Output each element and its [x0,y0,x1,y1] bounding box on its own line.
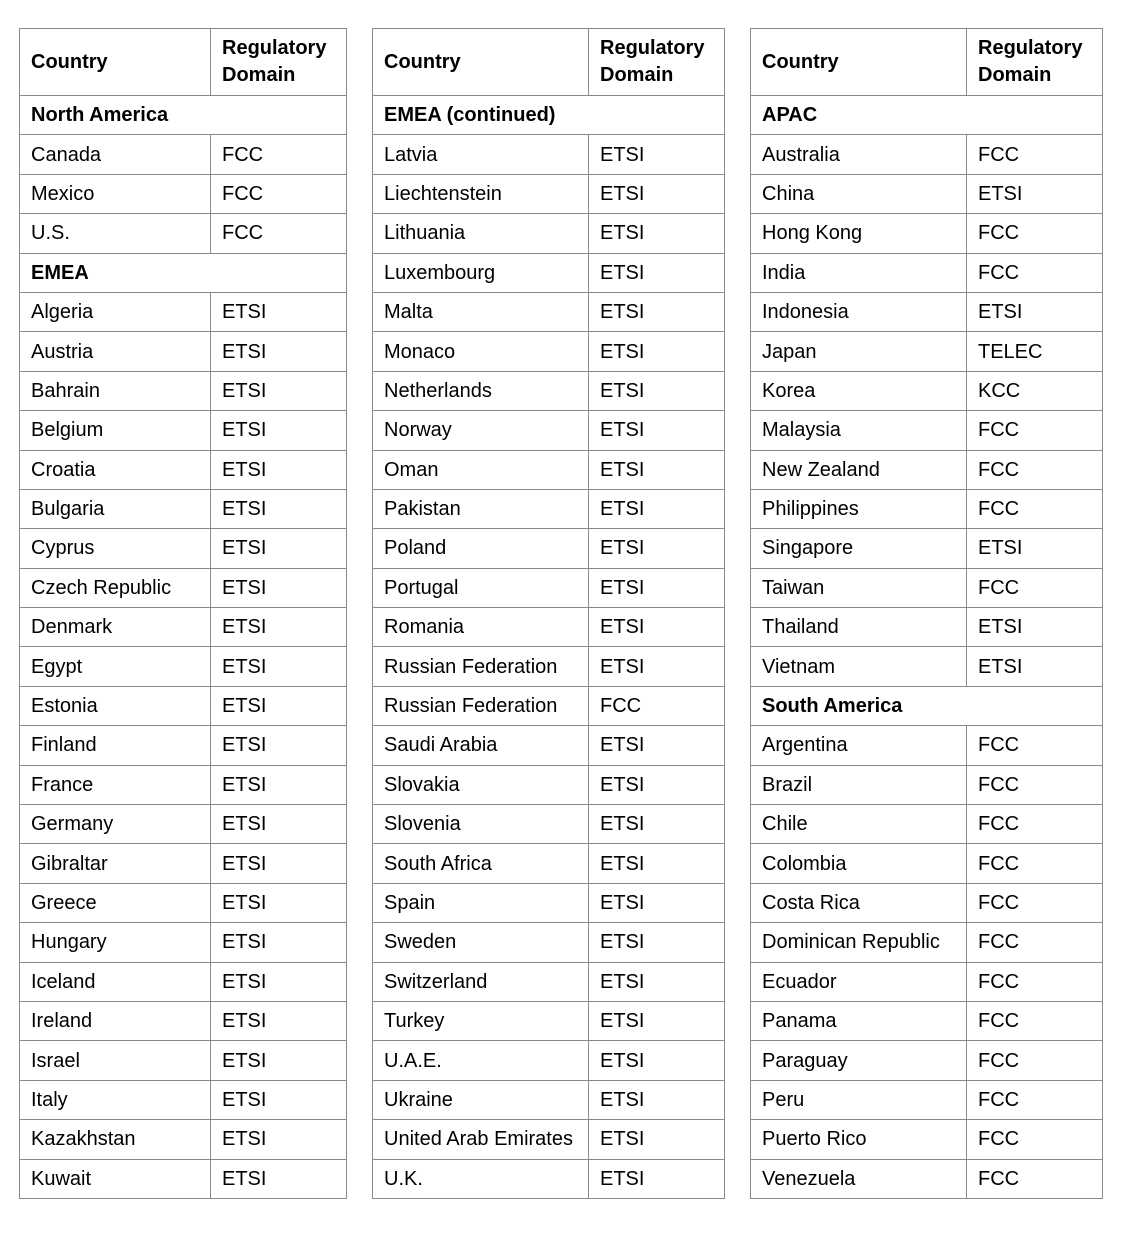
country-cell: Lithuania [373,214,589,253]
domain-cell: ETSI [211,529,347,568]
table-row [20,647,347,686]
domain-cell: ETSI [211,608,347,647]
domain-cell: FCC [967,1159,1103,1198]
country-cell: Panama [751,1001,967,1040]
country-cell: Hungary [20,923,211,962]
country-cell: Spain [373,883,589,922]
country-cell: Taiwan [751,568,967,607]
domain-cell: FCC [967,726,1103,765]
table-row [751,489,1103,528]
table-row [373,174,725,213]
domain-cell: ETSI [589,411,725,450]
table-row [373,529,725,568]
table-row [751,962,1103,1001]
table-row [20,1080,347,1119]
country-cell: Pakistan [373,489,589,528]
domain-cell: ETSI [211,1120,347,1159]
domain-cell: FCC [967,1120,1103,1159]
domain-cell: ETSI [967,647,1103,686]
header-country: Country [373,29,589,96]
country-cell: Korea [751,371,967,410]
country-cell: Poland [373,529,589,568]
domain-cell: ETSI [589,332,725,371]
country-cell: New Zealand [751,450,967,489]
region-label: South America [751,686,1103,725]
table-row [751,411,1103,450]
country-cell: China [751,174,967,213]
domain-cell: FCC [589,686,725,725]
domain-cell: ETSI [211,686,347,725]
domain-cell: ETSI [211,726,347,765]
table-row [751,332,1103,371]
country-cell: Canada [20,135,211,174]
region-label: EMEA [20,253,347,292]
domain-cell: ETSI [589,568,725,607]
table-header-row [373,29,725,96]
table-row [373,765,725,804]
table-row [751,1001,1103,1040]
domain-cell: ETSI [211,883,347,922]
country-cell: Oman [373,450,589,489]
table-row [751,529,1103,568]
table-row [751,923,1103,962]
country-cell: Ukraine [373,1080,589,1119]
header-country: Country [751,29,967,96]
table-row [751,765,1103,804]
table-row [20,1001,347,1040]
table-row [373,1159,725,1198]
country-cell: Sweden [373,923,589,962]
header-country: Country [20,29,211,96]
table-row [373,371,725,410]
region-label: North America [20,96,347,135]
country-cell: Liechtenstein [373,174,589,213]
country-cell: Japan [751,332,967,371]
domain-cell: ETSI [589,1159,725,1198]
country-cell: United Arab Emirates [373,1120,589,1159]
region-row [20,253,347,292]
domain-cell: ETSI [967,529,1103,568]
table-row [20,844,347,883]
country-cell: Monaco [373,332,589,371]
domain-cell: FCC [967,253,1103,292]
region-label: APAC [751,96,1103,135]
table-row [373,686,725,725]
table-row [373,726,725,765]
domain-cell: ETSI [589,1120,725,1159]
table-row [373,608,725,647]
table-row [751,292,1103,331]
domain-cell: ETSI [211,489,347,528]
table-row [751,1041,1103,1080]
table-row [373,1080,725,1119]
country-cell: Russian Federation [373,647,589,686]
country-cell: Romania [373,608,589,647]
country-cell: Bahrain [20,371,211,410]
country-cell: Thailand [751,608,967,647]
domain-cell: FCC [967,411,1103,450]
domain-cell: ETSI [211,332,347,371]
table-row [373,844,725,883]
country-cell: India [751,253,967,292]
country-cell: Colombia [751,844,967,883]
domain-cell: ETSI [589,253,725,292]
table-row [373,568,725,607]
table-row [20,568,347,607]
country-cell: Egypt [20,647,211,686]
table-row [373,647,725,686]
country-cell: Belgium [20,411,211,450]
table-row [373,253,725,292]
table-row [20,726,347,765]
table-row [373,411,725,450]
table-row [373,489,725,528]
country-cell: Switzerland [373,962,589,1001]
domain-cell: ETSI [211,450,347,489]
table-row [20,135,347,174]
table-row [373,1120,725,1159]
country-cell: Saudi Arabia [373,726,589,765]
domain-cell: FCC [211,135,347,174]
domain-cell: FCC [967,1080,1103,1119]
country-cell: Chile [751,805,967,844]
domain-cell: ETSI [589,371,725,410]
country-cell: Estonia [20,686,211,725]
domain-cell: FCC [967,450,1103,489]
table-row [20,174,347,213]
regulatory-table-2 [372,28,725,1199]
domain-cell: ETSI [589,765,725,804]
domain-cell: ETSI [589,1080,725,1119]
header-regulatory-domain: Regulatory Domain [589,29,725,96]
table-row [751,450,1103,489]
domain-cell: ETSI [211,844,347,883]
table-row [751,253,1103,292]
country-cell: Malta [373,292,589,331]
country-cell: Portugal [373,568,589,607]
domain-cell: ETSI [211,411,347,450]
domain-cell: ETSI [211,765,347,804]
domain-cell: ETSI [589,647,725,686]
country-cell: Venezuela [751,1159,967,1198]
country-cell: Argentina [751,726,967,765]
region-row [20,96,347,135]
table-row [20,805,347,844]
country-cell: Austria [20,332,211,371]
country-cell: Dominican Republic [751,923,967,962]
domain-cell: ETSI [211,1041,347,1080]
table-row [373,923,725,962]
country-cell: Vietnam [751,647,967,686]
country-cell: Netherlands [373,371,589,410]
domain-cell: FCC [967,214,1103,253]
country-cell: Turkey [373,1001,589,1040]
table-row [20,962,347,1001]
country-cell: Denmark [20,608,211,647]
table-row [20,489,347,528]
domain-cell: FCC [967,962,1103,1001]
domain-cell: ETSI [967,292,1103,331]
domain-cell: ETSI [589,608,725,647]
country-cell: Ireland [20,1001,211,1040]
country-cell: Algeria [20,292,211,331]
region-row [751,686,1103,725]
table-row [751,1080,1103,1119]
country-cell: Israel [20,1041,211,1080]
domain-cell: FCC [967,844,1103,883]
country-cell: Ecuador [751,962,967,1001]
country-cell: Germany [20,805,211,844]
country-cell: Cyprus [20,529,211,568]
table-row [751,1120,1103,1159]
domain-cell: ETSI [589,1001,725,1040]
country-cell: Slovenia [373,805,589,844]
country-cell: Czech Republic [20,568,211,607]
table-row [20,686,347,725]
domain-cell: ETSI [211,962,347,1001]
domain-cell: ETSI [211,1080,347,1119]
domain-cell: ETSI [589,883,725,922]
table-row [373,450,725,489]
country-cell: Hong Kong [751,214,967,253]
domain-cell: ETSI [589,805,725,844]
table-row [751,647,1103,686]
table-row [373,1041,725,1080]
table-row [373,292,725,331]
region-row [751,96,1103,135]
domain-cell: ETSI [967,608,1103,647]
country-cell: Slovakia [373,765,589,804]
table-row [20,292,347,331]
table-row [373,805,725,844]
country-cell: Norway [373,411,589,450]
region-label: EMEA (continued) [373,96,725,135]
domain-cell: ETSI [589,923,725,962]
domain-cell: FCC [967,1041,1103,1080]
country-cell: Costa Rica [751,883,967,922]
country-cell: Italy [20,1080,211,1119]
domain-cell: FCC [967,923,1103,962]
regulatory-table-1 [19,28,347,1199]
domain-cell: FCC [211,174,347,213]
domain-cell: TELEC [967,332,1103,371]
table-row [373,135,725,174]
domain-cell: ETSI [589,292,725,331]
domain-cell: ETSI [211,647,347,686]
table-row [20,371,347,410]
domain-cell: ETSI [211,568,347,607]
domain-cell: ETSI [589,450,725,489]
domain-cell: ETSI [211,923,347,962]
country-cell: Kazakhstan [20,1120,211,1159]
table-row [20,529,347,568]
table-row [751,726,1103,765]
country-cell: Brazil [751,765,967,804]
country-cell: Gibraltar [20,844,211,883]
country-cell: Malaysia [751,411,967,450]
country-cell: Finland [20,726,211,765]
table-row [373,1001,725,1040]
domain-cell: FCC [967,568,1103,607]
domain-cell: FCC [967,805,1103,844]
country-cell: Indonesia [751,292,967,331]
country-cell: Croatia [20,450,211,489]
country-cell: Philippines [751,489,967,528]
domain-cell: ETSI [211,292,347,331]
domain-cell: FCC [967,1001,1103,1040]
country-cell: Peru [751,1080,967,1119]
table-row [20,332,347,371]
domain-cell: ETSI [211,371,347,410]
domain-cell: FCC [967,489,1103,528]
domain-cell: ETSI [211,1001,347,1040]
country-cell: Bulgaria [20,489,211,528]
table-row [20,923,347,962]
table-row [751,844,1103,883]
country-cell: Paraguay [751,1041,967,1080]
domain-cell: KCC [967,371,1103,410]
table-row [373,962,725,1001]
table-row [20,214,347,253]
table-row [373,332,725,371]
header-regulatory-domain: Regulatory Domain [211,29,347,96]
country-cell: France [20,765,211,804]
table-row [20,1159,347,1198]
domain-cell: ETSI [589,844,725,883]
country-cell: Latvia [373,135,589,174]
table-row [20,1041,347,1080]
country-cell: Russian Federation [373,686,589,725]
table-row [751,568,1103,607]
table-row [20,411,347,450]
country-cell: Puerto Rico [751,1120,967,1159]
country-cell: U.A.E. [373,1041,589,1080]
country-cell: Singapore [751,529,967,568]
table-row [20,450,347,489]
table-row [373,214,725,253]
domain-cell: FCC [967,883,1103,922]
country-cell: Mexico [20,174,211,213]
domain-cell: ETSI [589,529,725,568]
table-row [20,1120,347,1159]
domain-cell: ETSI [211,805,347,844]
country-cell: Kuwait [20,1159,211,1198]
domain-cell: ETSI [589,135,725,174]
table-row [751,135,1103,174]
country-cell: South Africa [373,844,589,883]
header-regulatory-domain: Regulatory Domain [967,29,1103,96]
domain-cell: ETSI [589,489,725,528]
table-row [751,214,1103,253]
table-header-row [20,29,347,96]
table-row [751,1159,1103,1198]
domain-cell: FCC [211,214,347,253]
domain-cell: ETSI [589,726,725,765]
country-cell: Luxembourg [373,253,589,292]
country-cell: U.S. [20,214,211,253]
table-row [751,371,1103,410]
regulatory-table-3 [750,28,1103,1199]
domain-cell: ETSI [211,1159,347,1198]
country-cell: Greece [20,883,211,922]
domain-cell: ETSI [967,174,1103,213]
domain-cell: ETSI [589,214,725,253]
country-cell: Australia [751,135,967,174]
table-row [20,883,347,922]
domain-cell: ETSI [589,962,725,1001]
region-row [373,96,725,135]
domain-cell: ETSI [589,174,725,213]
table-row [751,174,1103,213]
table-row [20,608,347,647]
table-row [751,883,1103,922]
table-header-row [751,29,1103,96]
table-row [373,883,725,922]
domain-cell: ETSI [589,1041,725,1080]
table-row [751,608,1103,647]
country-cell: Iceland [20,962,211,1001]
domain-cell: FCC [967,765,1103,804]
table-row [20,765,347,804]
table-row [751,805,1103,844]
domain-cell: FCC [967,135,1103,174]
country-cell: U.K. [373,1159,589,1198]
